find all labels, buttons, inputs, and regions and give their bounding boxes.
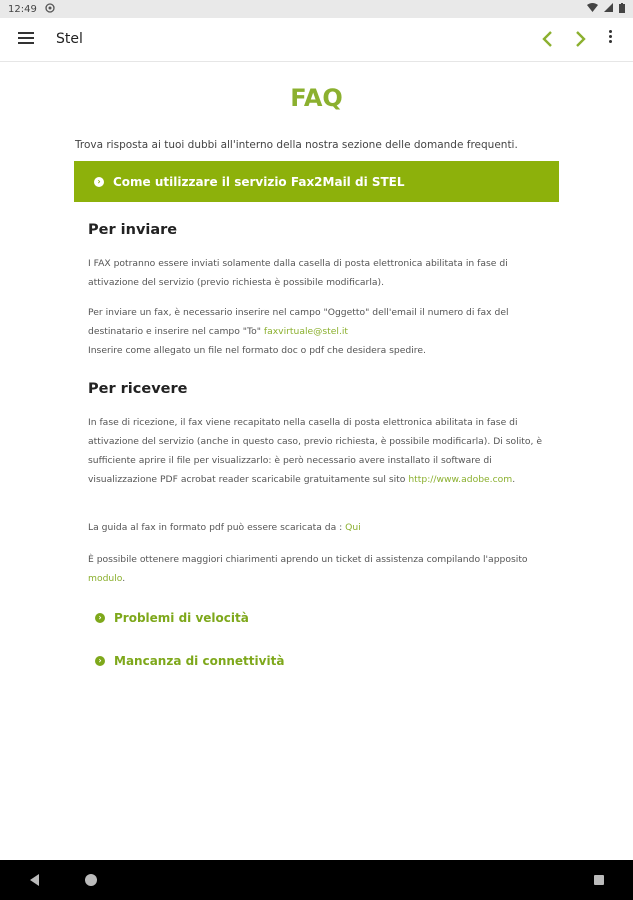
faq-item-label: Problemi di velocità [114, 611, 249, 625]
receive-paragraph-2 [88, 518, 548, 537]
guide-download-link[interactable]: Qui [345, 522, 361, 533]
send-paragraph-2-attachment: Inserire come allegato un file nel formato doc o pdf che desidera spedire. [88, 345, 426, 356]
back-arrow-icon[interactable] [540, 24, 554, 55]
page-title: FAQ [290, 84, 343, 112]
receive-paragraph-1-text: In fase di ricezione, il fax viene recapitato nella casella di posta elettronica abilitata in fase di attivazione del servizio (anche in questo caso, previo richiesta, è possibile modificarla). Di solito, è sufficiente aprire il file per visualizzarlo: è però necessario avere installato il software di visualizzazione PDF acrobat reader scaricabile gratuitamente sul sito [88, 417, 542, 485]
receive-paragraph-3-text: È possibile ottenere maggiori chiarimenti aprendo un ticket di assistenza compilando l'apposito [88, 554, 528, 565]
section-heading-receive: Per ricevere [88, 381, 188, 397]
receive-paragraph-1 [88, 413, 548, 489]
home-icon[interactable] [85, 874, 97, 886]
chevron-circle-icon: › [94, 177, 104, 187]
status-bar [0, 0, 633, 18]
status-time: 12:49 [8, 3, 37, 15]
notification-icon [45, 3, 55, 16]
back-icon[interactable] [30, 874, 39, 886]
section-heading-send: Per inviare [88, 222, 178, 238]
accordion-header-label: Come utilizzare il servizio Fax2Mail di STEL [113, 174, 405, 189]
send-paragraph-2 [88, 303, 548, 360]
page-intro: Trova risposta ai tuoi dubbi all'interno della nostra sezione delle domande frequenti. [75, 139, 518, 151]
app-bar [0, 18, 633, 62]
forward-arrow-icon[interactable] [574, 24, 588, 55]
send-paragraph-2-text: Per inviare un fax, è necessario inserire nel campo "Oggetto" dell'email il numero di fax del destinatario e inserire nel campo "To" [88, 307, 509, 337]
app-title: Stel [56, 31, 83, 47]
battery-icon [619, 3, 625, 16]
accordion-header-fax2mail[interactable] [74, 161, 559, 202]
hamburger-menu-icon[interactable] [18, 32, 34, 46]
chevron-circle-icon: › [95, 613, 105, 623]
chevron-circle-icon: › [95, 656, 105, 666]
support-form-link[interactable]: modulo [88, 573, 123, 584]
more-options-icon[interactable] [607, 30, 613, 45]
recent-apps-icon[interactable] [594, 875, 604, 885]
fax-email-link[interactable]: faxvirtuale@stel.it [263, 326, 349, 337]
receive-paragraph-3-end: . [122, 573, 126, 584]
faq-item-connectivity[interactable] [95, 654, 284, 668]
signal-icon [604, 3, 613, 15]
receive-paragraph-2-text: La guida al fax in formato pdf può essere scaricata da : [88, 522, 346, 533]
wifi-icon [587, 3, 598, 15]
receive-paragraph-1-end: . [512, 474, 516, 485]
faq-item-speed[interactable] [95, 611, 249, 625]
send-paragraph-1: I FAX potranno essere inviati solamente dalla casella di posta elettronica abilitata in fase di attivazione del servizio (previo richiesta è possibile modificarla). [88, 258, 508, 288]
system-nav-bar [0, 860, 633, 900]
receive-paragraph-3 [88, 550, 548, 588]
adobe-link[interactable]: http://www.adobe.com [408, 474, 513, 485]
faq-item-label: Mancanza di connettività [114, 654, 285, 668]
